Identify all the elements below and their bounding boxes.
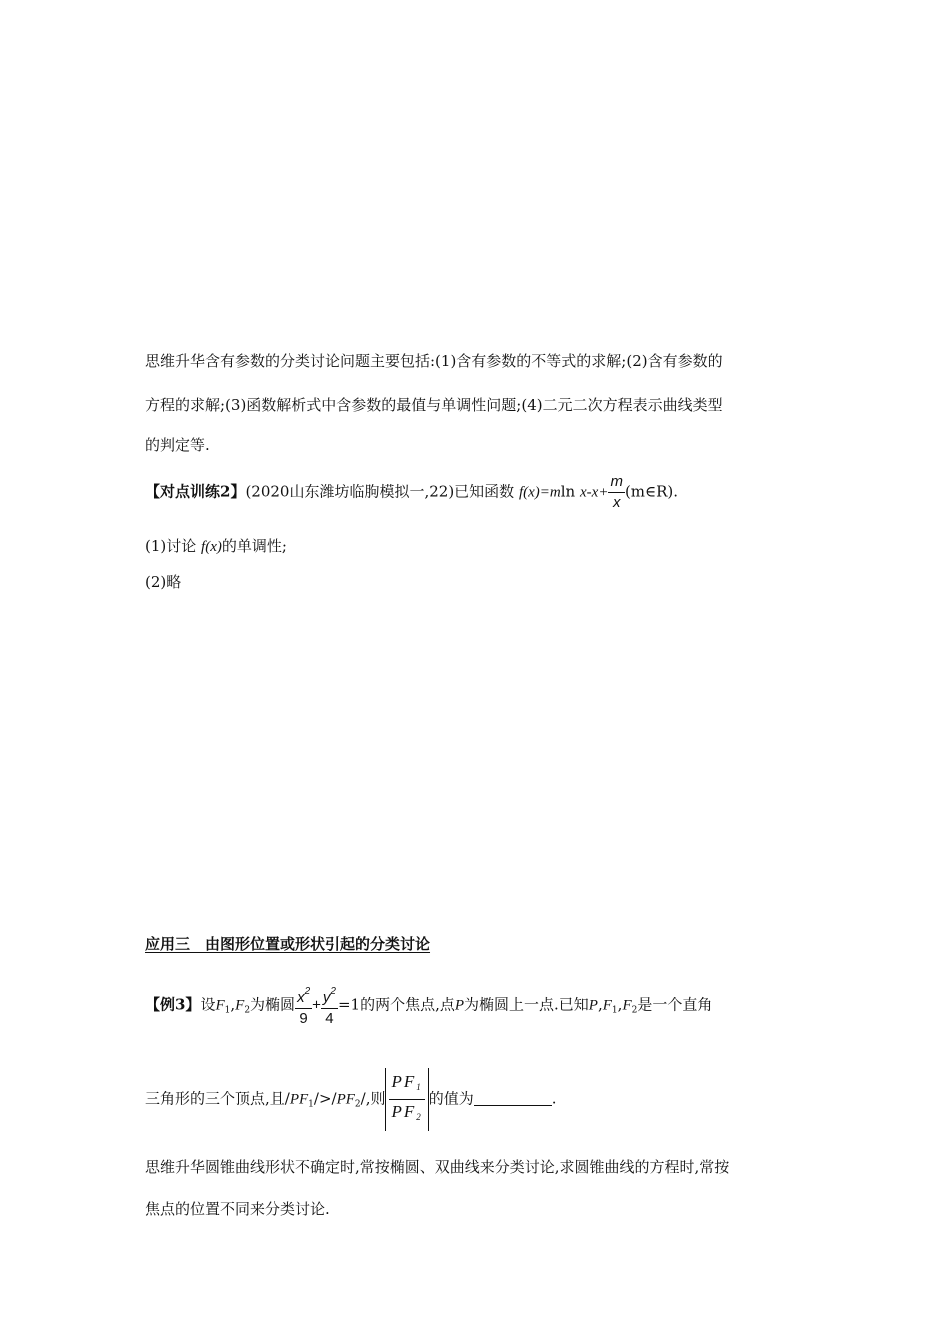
section-heading: 应用三 由图形位置或形状引起的分类讨论 xyxy=(145,935,431,953)
P-2: P xyxy=(588,997,598,1014)
abs-num-sub: 1 xyxy=(416,1082,423,1092)
var-x: x xyxy=(580,484,587,501)
q1-f: f xyxy=(201,539,206,555)
y-den: 4 xyxy=(325,1010,334,1027)
ex3-end: . xyxy=(551,1089,557,1108)
training-problem xyxy=(145,472,678,513)
answer-blank[interactable] xyxy=(474,1091,552,1106)
insight-1-line-2: 方程的求解;(3)函数解析式中含参数的最值与单调性问题;(4)二元二次方程表示曲线类型 xyxy=(145,396,723,414)
ex3-line2c: 的值为 xyxy=(428,1089,474,1108)
PF1-sub: 1 xyxy=(308,1099,314,1110)
y-sup: 2 xyxy=(330,986,336,997)
ln: ln xyxy=(560,482,576,501)
fraction-m-over-x xyxy=(608,472,625,513)
ex3-t5: 是一个直角 xyxy=(637,995,713,1014)
ex3-t1: 设 xyxy=(200,995,216,1014)
x-den: 9 xyxy=(299,1010,308,1027)
domain-tail: (m∈R). xyxy=(624,482,679,501)
example-3-line-2 xyxy=(145,1068,557,1131)
fraction-x2-over-9 xyxy=(295,982,312,1029)
question-1 xyxy=(145,536,287,557)
insight-1-line-3: 的判定等. xyxy=(145,436,210,454)
abs-ratio xyxy=(385,1068,428,1131)
PF2: PF xyxy=(336,1091,355,1108)
training-source: (2020山东潍坊临朐模拟一,22)已知函数 xyxy=(245,482,515,501)
q1-post: 的单调性; xyxy=(221,537,287,555)
abs-den-sub: 2 xyxy=(416,1112,423,1122)
x-num: x xyxy=(297,989,305,1006)
abs-num: PF xyxy=(391,1072,417,1091)
insight-2-line-2: 焦点的位置不同来分类讨论. xyxy=(145,1200,330,1218)
ex3-t4: 为椭圆上一点.已知 xyxy=(464,995,589,1014)
q1-x: (x) xyxy=(205,539,222,555)
example-3-line-1: 【例3】设$F_1,F_2$为椭圆 $\frac{x^2}{9}$ + $\frac{y^2}{4}$ =1的两个焦点,点P为椭圆上一点.已知$P,F_1,F_2$是一个直角 xyxy=(145,982,712,1029)
example-label: 【例3】 xyxy=(145,995,201,1014)
training-label: 【对点训练2】 xyxy=(145,482,246,501)
fraction-y2-over-4 xyxy=(321,982,338,1029)
insight-1-line-1: 思维升华含有参数的分类讨论问题主要包括:(1)含有参数的不等式的求解;(2)含有参数的 xyxy=(145,352,723,370)
ex3-t3: =1的两个焦点,点 xyxy=(337,995,455,1014)
F1: F xyxy=(215,997,225,1014)
plus: + xyxy=(312,996,321,1014)
insight-2-line-1: 思维升华圆锥曲线形状不确定时,常按椭圆、双曲线来分类讨论,求圆锥曲线的方程时,常按 xyxy=(145,1158,730,1176)
F2-sub: 2 xyxy=(244,1005,251,1016)
comma: , xyxy=(230,995,236,1014)
minus-x: -x+ xyxy=(586,484,609,501)
PF1: PF xyxy=(289,1091,309,1108)
PF2-sub: 2 xyxy=(354,1099,361,1110)
function-f: f xyxy=(518,484,524,501)
x-sup: 2 xyxy=(304,986,311,997)
fraction-numerator: m xyxy=(608,472,625,493)
F1-sub: 1 xyxy=(224,1005,231,1016)
question-2: (2)略 xyxy=(145,573,182,591)
ex3-line2b: /,则 xyxy=(360,1089,386,1108)
ex3-t2: 为椭圆 xyxy=(250,995,296,1014)
function-args: (x)=m xyxy=(523,484,561,501)
y-num: y xyxy=(322,989,331,1006)
F2: F xyxy=(235,997,245,1014)
P: P xyxy=(454,997,465,1014)
abs-den: PF xyxy=(391,1102,417,1121)
gt: />/ xyxy=(313,1089,337,1108)
q1-pre: (1)讨论 xyxy=(145,537,197,555)
ex3-line2a: 三角形的三个顶点,且/ xyxy=(145,1089,290,1108)
fraction-denominator: x xyxy=(612,494,621,511)
